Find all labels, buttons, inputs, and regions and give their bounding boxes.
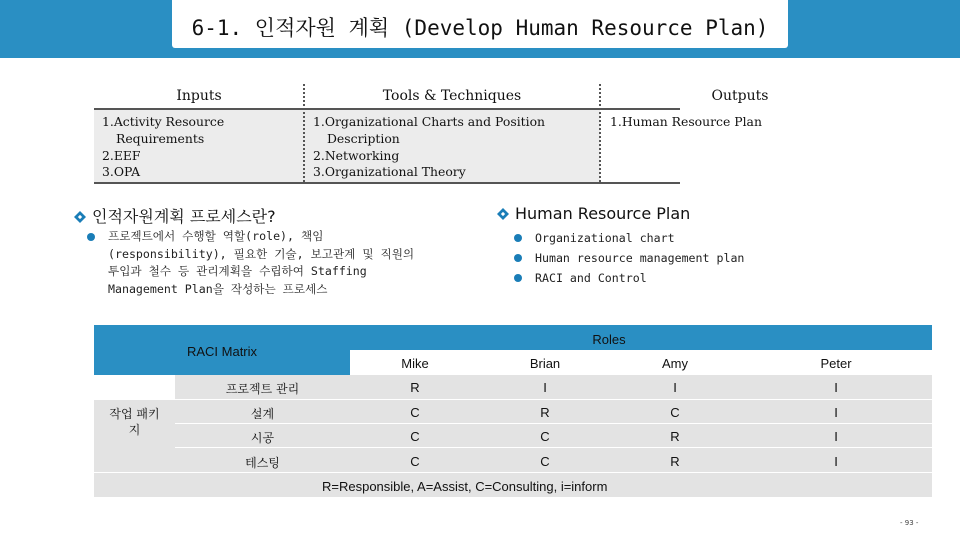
tools-cell	[304, 110, 600, 182]
inputs-cell	[94, 110, 304, 182]
dot-icon	[514, 274, 522, 282]
list-item-label: Human resource management plan	[535, 251, 745, 265]
raci-cell-value: C	[540, 454, 550, 469]
group-label-line: 지	[128, 423, 141, 437]
list-item-label: Organizational chart	[535, 231, 675, 245]
person-header: Brian	[529, 356, 561, 371]
inputs-item: 3.OPA	[102, 164, 141, 180]
raci-cell-value: I	[543, 380, 547, 395]
definition-line: 투입과 철수 등 관리계획을 수립하여 Staffing	[108, 264, 367, 278]
definition-line: 프로젝트에서 수행할 역할(role), 책임	[108, 229, 324, 243]
raci-cell-value: C	[410, 454, 420, 469]
process-definition-title: 인적자원계획 프로세스란?	[92, 207, 276, 226]
inputs-heading: Inputs	[176, 88, 222, 104]
page-number: - 93 -	[900, 519, 919, 527]
group-label-line: 작업 패키	[109, 407, 160, 421]
definition-line: Management Plan을 작성하는 프로세스	[108, 281, 328, 296]
task-label: 시공	[250, 431, 275, 445]
dot-icon	[514, 234, 522, 242]
dot-icon	[514, 254, 522, 262]
raci-cell-value: I	[834, 405, 838, 420]
task-label: 프로젝트 관리	[225, 382, 300, 396]
dot-icon	[87, 233, 95, 241]
person-header: Peter	[820, 356, 852, 371]
hr-plan-heading	[497, 204, 690, 223]
inputs-item: Requirements	[116, 130, 205, 146]
raci-cell-value: R	[410, 380, 420, 395]
list-item	[513, 228, 813, 248]
raci-cell-value: R	[670, 429, 680, 444]
process-definition-body	[86, 228, 486, 298]
list-item-label: RACI and Control	[535, 271, 647, 285]
raci-matrix-table	[94, 325, 932, 497]
outputs-item: 1.Human Resource Plan	[610, 114, 762, 129]
group-spacer	[94, 375, 175, 400]
itto-bottom-rule	[94, 182, 680, 184]
raci-cell-value: I	[673, 380, 677, 395]
page-title: 6-1. 인적자원 계획 (Develop Human Resource Plan)	[191, 16, 769, 40]
tools-heading: Tools & Techniques	[382, 88, 522, 104]
outputs-cell	[600, 110, 762, 182]
itto-divider	[303, 84, 305, 182]
tools-item: 1.Organizational Charts and Position	[313, 114, 546, 129]
itto-divider	[599, 84, 601, 182]
person-header: Amy	[662, 356, 688, 371]
list-item	[86, 228, 486, 298]
raci-cell-value: I	[834, 454, 838, 469]
list-item	[513, 268, 813, 288]
outputs-heading: Outputs	[711, 88, 769, 104]
roles-label: Roles	[592, 332, 626, 347]
work-package-group-label	[94, 406, 175, 438]
raci-cell-value: C	[410, 405, 420, 420]
diamond-checker-icon	[497, 208, 509, 220]
hr-plan-list	[513, 228, 813, 288]
raci-cell-value: I	[834, 429, 838, 444]
inputs-item: 2.EEF	[102, 147, 141, 163]
hr-plan-title: Human Resource Plan	[515, 204, 691, 223]
raci-cell-value: R	[540, 405, 550, 420]
tools-item: 2.Networking	[313, 147, 400, 163]
process-definition-heading	[74, 204, 276, 227]
person-header: Mike	[401, 356, 429, 371]
raci-cell-value: C	[670, 405, 680, 420]
tools-item: 3.Organizational Theory	[313, 164, 466, 180]
raci-legend: R=Responsible, A=Assist, C=Consulting, i=inform	[322, 479, 608, 494]
diamond-checker-icon	[74, 211, 86, 223]
raci-cell-value: C	[540, 429, 550, 444]
task-label: 설계	[250, 407, 275, 421]
raci-cell-value: R	[670, 454, 680, 469]
tools-item: Description	[327, 130, 400, 146]
task-label: 테스팅	[245, 456, 280, 470]
raci-corner-label: RACI Matrix	[186, 344, 258, 359]
raci-cell-value: C	[410, 429, 420, 444]
itto-header-row	[94, 82, 769, 108]
list-item	[513, 248, 813, 268]
raci-cell-value: I	[834, 380, 838, 395]
definition-line: (responsibility), 필요한 기술, 보고관계 및 직원의	[108, 246, 415, 261]
inputs-item: 1.Activity Resource	[102, 114, 225, 129]
